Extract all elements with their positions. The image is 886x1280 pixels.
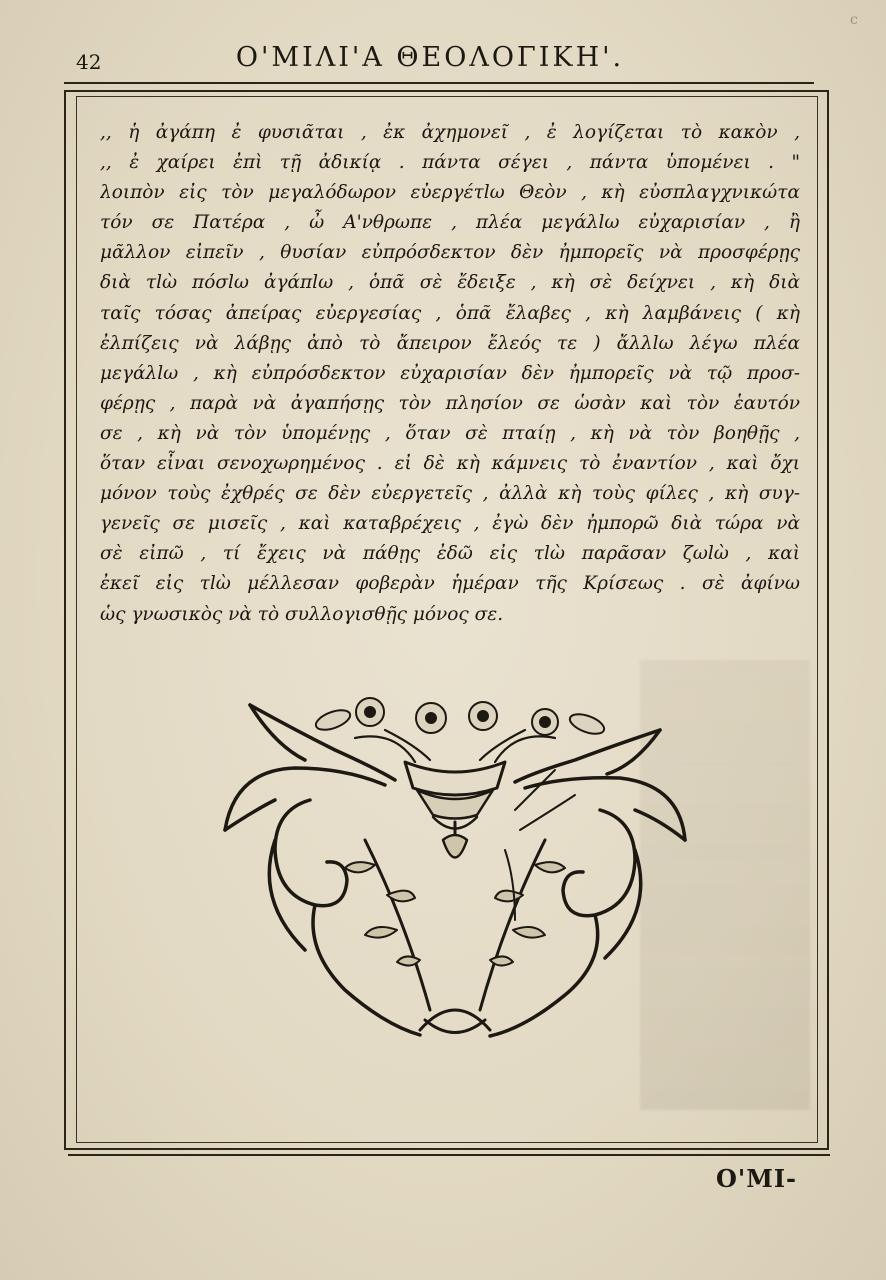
head-rule bbox=[64, 82, 814, 84]
page-number: 42 bbox=[76, 50, 102, 74]
text-line: ,, ἐ χαίρει ἐπὶ τῇ ἀδικίᾳ . πάντα σέγει , πάντα ὑπομένει . " bbox=[100, 152, 800, 174]
text-line: μᾶλλον εἰπεῖν , θυσίαν εὐπρόσδεκτον δὲν ἠμπορεῖς νὰ προσφέρῃς bbox=[100, 242, 800, 264]
text-line: φέρῃς , παρὰ νὰ ἀγαπήσῃς τὸν πλησίον σε ὡσὰν καὶ τὸν ἑαυτόν bbox=[100, 392, 800, 414]
text-line: γενεῖς σε μισεῖς , καὶ καταβρέχεις , ἐγὼ δὲν ἠμπορῶ διὰ τώρα νὰ bbox=[100, 513, 800, 535]
text-line: ὡς γνωσικὸς νὰ τὸ συλλογισθῇς μόνος σε. bbox=[100, 603, 504, 625]
text-line: διὰ τlὼ πόσlω ἀγάπlω , ὁπᾶ σὲ ἔδειξε , κὴ σὲ δείχνει , κὴ διὰ bbox=[100, 272, 800, 294]
text-line: μόνον τοὺς ἐχθρές σε δὲν εὐεργετεῖς , ἀλλὰ κὴ τοὺς φίλες , κὴ συγ- bbox=[100, 483, 800, 505]
text-line: ὅταν εἶναι σενοχωρημένος . εἰ δὲ κὴ κάμνεις τὸ ἐναντίον , καὶ ὄχι bbox=[100, 453, 800, 475]
text-line: ἐλπίζεις νὰ λάβῃς ἀπὸ τὸ ἄπειρον ἔλεός τε ) ἄλλlω λέγω πλέα bbox=[100, 332, 800, 354]
text-line: τόν σε Πατέρα , ὦ Α'νθρωπε , πλέα μεγάλlω εὐχαρισίαν , ἢ bbox=[100, 212, 800, 234]
text-line: λοιπὸν εἰς τὸν μεγαλόδωρον εὐεργέτlω Θεὸν , κὴ εὐσπλαγχνικώτα bbox=[100, 182, 800, 204]
text-line: σε , κὴ νὰ τὸν ὑπομένῃς , ὅταν σὲ πταίῃ , κὴ νὰ τὸν βοηθῇς , bbox=[100, 422, 800, 444]
running-head: Ο'ΜΙΛΙ'Α ΘΕΟΛΟΓΙΚΗ'. bbox=[235, 42, 625, 73]
corner-mark: c bbox=[850, 12, 858, 28]
text-line: ,, ἡ ἀγάπη ἐ φυσιᾶται , ἐκ ἀχημονεῖ , ἐ λογίζεται τὸ κακὸν , bbox=[100, 122, 800, 143]
body-text bbox=[100, 118, 800, 630]
text-line: ταῖς τόσας ἀπείρας εὐεργεσίας , ὁπᾶ ἔλαβες , κὴ λαμβάνεις ( κὴ bbox=[100, 302, 800, 324]
frame-bottom-rule bbox=[68, 1154, 830, 1156]
floral-ornament-icon bbox=[215, 690, 695, 1055]
text-line: μεγάλlω , κὴ εὐπρόσδεκτον εὐχαρισίαν δὲν ἠμπορεῖς νὰ τῷ προσ- bbox=[100, 362, 800, 384]
text-line: σὲ εἰπῶ , τί ἔχεις νὰ πάθῃς ἐδῶ εἰς τlὼ παρᾶσαν ζωlὼ , καὶ bbox=[100, 543, 800, 565]
catchword: Ο'ΜΙ- bbox=[716, 1164, 798, 1193]
text-line: ἐκεῖ εἰς τlὼ μέλλεσαν φοβερὰν ἡμέραν τῆς Κρίσεως . σὲ ἀφίνω bbox=[100, 573, 800, 595]
